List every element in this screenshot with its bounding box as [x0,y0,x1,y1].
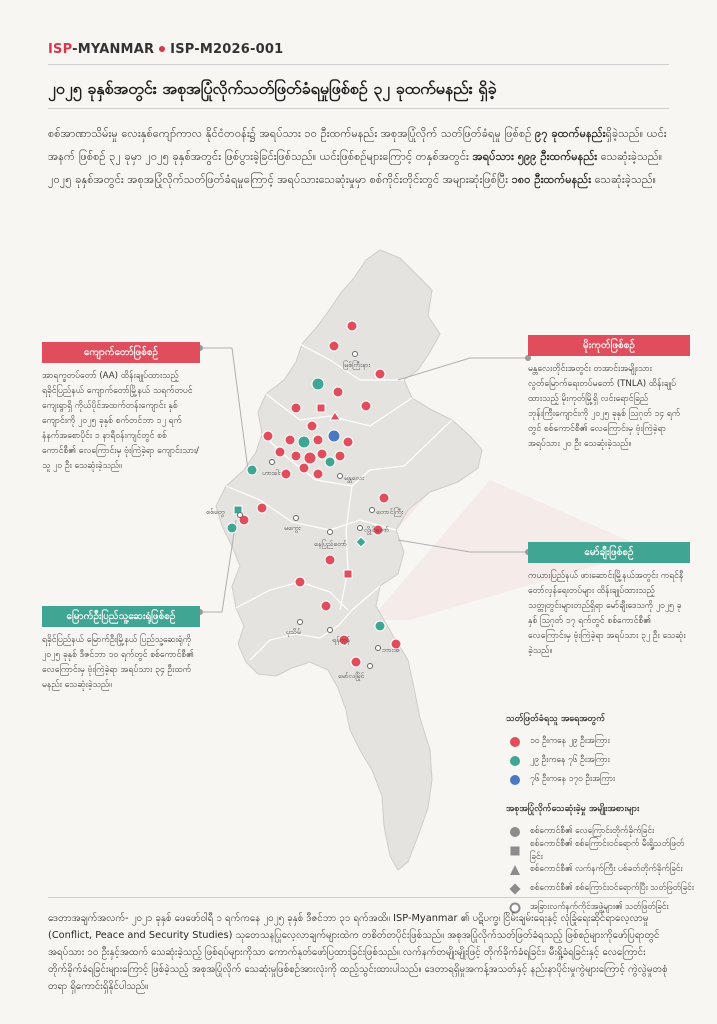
town-label: ရန်ကုန် [332,636,351,644]
legend-type-label: စစ်ကောင်စီ၏ စစ်ကြောင်းဝင်ရောက် မီးရှို့သတ်ဖြတ်ခြင်း [529,837,685,861]
header-rule [48,64,669,65]
town-label: မော်လမြိုင် [338,672,365,680]
town-label: မန္တလေး [344,474,364,482]
incident-marker [317,449,327,459]
incident-marker [275,447,285,457]
callout-kyauktaw-text: အာရက္ခတပ်တော် (AA) ထိန်းချုပ်ထားသည့် ရခိုင်ပြည်နယ် ကျောက်တော်မြို့နယ် သရက်တပင် ကျေးရွာရှိ ကိုယ်ပိုင်အထက်တန်းကျောင်း နှစ်ကျောင်းကို ၂၀၂၅ ခုနှစ် စက်တင်ဘာ ၁၂ ရက် နံနက်အစောပိုင်း ၁ နာရီဝန်းကျင်တွင် စစ်ကောင်စီ၏ လေကြောင်းမှ ဗုံးကြဲခဲ့ရာ ကျောင်းသား/သူ ၂၀ ဦး သေဆုံးခဲ့သည်။ [42,371,199,471]
diamond-shape-icon [509,883,521,895]
legend-type-label: စစ်ကောင်စီ၏ လက်နက်ကြီး ပစ်ခတ်တိုက်ခိုက်ခြင်း [530,863,683,873]
legend-size-label: ၁၀ ဦးကနေ ၂၉ ဦးအကြား [530,735,610,745]
circle-shape-icon [509,826,521,838]
data-source-note: ဒေတာအချက်အလက်- ၂၀၂၁ ခုနှစ် ဖေဖော်ဝါရီ ၁ ရက်ကနေ ၂၀၂၅ ခုနှစ် ဒီဇင်ဘာ ၃၁ ရက်အထိ။ ISP-Myanmar ၏ ပဋိပက္ခ၊ ငြိမ်းချမ်းရေးနှင့် လုံခြုံရေးဆိုင်ရာလေ့လာမှု (Conflict, Peace and Security Studies) သုတေသနပြုလေ့လာချက်များထဲက တစိတ်တပိုင်းဖြစ်သည်။ အစုအပြုံလိုက်သတ်ဖြတ်ခံရသည့် ဖြစ်စဉ်များကိုဖော်ပြရာတွင် အရပ်သား ၁၀ ဦးနှင့်အထက် သေဆုံးခဲ့သည့် ဖြစ်ရပ်များကိုသာ ကောက်နုတ်ဖော်ပြထားခြင်းဖြစ်သည်။ လက်နက်တမျိုးမျိုးဖြင့် တိုက်ခိုက်ခံရခြင်း၊ မီးရှို့ခံရခြင်းနှင့် လေကြောင်းတိုက်ခိုက်ခံရခြင်းများကြောင့် ဖြစ်ခဲ့သည့် အစုအပြုံလိုက် သေဆုံးမှုဖြစ်စဉ်အားလုံးကို ထည့်သွင်းထားပါသည်။ ဒေတာရရှိမှုအကန့်အသတ်နှင့် နည်းနာပိုင်းမှုကွဲများကြောင့် ကွဲလွဲမှုတစုံတရာ ရှိကောင်းရှိနိုင်ပါသည်။ [48,913,668,992]
incident-marker [335,451,345,461]
callout-myaukoo-header: မြောက်ဦးပြည်သူ့ဆေးရုံဖြစ်စဉ် [42,606,200,627]
brand-isp: ISP [48,42,73,57]
callout-mawchi-header: မော်ချီးဖြစ်စဉ် [528,542,690,563]
town-label: ဟားခါး [262,469,281,477]
callout-kyauktaw [42,342,200,474]
page-title: ၂၀၂၅ ခုနှစ်အတွင်း အစုအပြုံလိုက်သတ်ဖြတ်ခံရမှုဖြစ်စဉ် ၃၂ ခုထက်မနည်း ရှိခဲ့ [48,79,497,98]
report-code: ISP-M2026-001 [170,42,284,57]
incident-marker [295,577,305,587]
brand-rest: -MYANMAR [72,42,155,57]
incident-marker [325,457,335,467]
callout-kyauktaw-header: ကျောက်တော်ဖြစ်စဉ် [42,342,200,363]
incident-marker [343,437,353,447]
intro-part-4: သေဆုံးခဲ့သည်။ [591,173,657,186]
intro-bold-3: ၁၈၀ ဦးထက်မနည်း [511,173,592,186]
triangle-shape-icon [509,864,521,876]
intro-bold-2: အရပ်သား ၅၉၉ ဦးထက်မနည်း [472,150,598,163]
legend-size-label: ၂၉ ဦးကနေ ၇၆ ဦးအကြား [530,754,610,764]
town-label: ဘားအံ [382,646,400,654]
incident-marker [317,404,325,412]
incident-marker [281,469,291,479]
callout-mogok-text: မန္တလေးတိုင်းအတွင်း တအာင်းအမျိုးသား လွတ်မြောက်ရေးတပ်မတော် (TNLA) ထိန်းချုပ်ထားသည့် မိုးကုတ်မြို့ရှိ လင်းရောင်ခြည်ဘုန်းကြီးကျောင်းကို ၂၀၂၅ ခုနှစ် ဩဂုတ် ၁၄ ရက်တွင် စစ်ကောင်စီ၏ လေကြောင်းမှ ဗုံးကြဲခဲ့ရာ အရပ်သား ၂၀ ဦး သေဆုံးခဲ့သည်။ [528,364,681,449]
legend-size-label: ၇၆ ဦးကနေ ၁၇၀ ဦးအကြား [530,773,616,783]
intro-paragraph [48,122,672,191]
callout-mogok-header: မိုးကုတ်ဖြစ်စဉ် [528,335,690,356]
map-legend [506,713,696,917]
town-label: တောင်ကြီး [376,508,404,516]
legend-size-row [506,732,696,751]
incident-marker [329,341,339,351]
incident-marker [325,555,335,565]
incident-marker [351,657,361,667]
callout-mawchi-text: ကယားပြည်နယ် ဖားဆောင်းမြို့နယ်အတွင်း ကရင်နီတော်လှန်ရေးတပ်များ ထိန်းချုပ်ထားသည့် သတ္တုတွင်းများတည်ရှိရာ မော်ချီးဒေသကို ၂၀၂၅ ခုနှစ် ဩဂုတ် ၁၇ ရက်တွင် စစ်ကောင်စီ၏ လေကြောင်းမှ ဗုံးကြဲခဲ့ရာ အရပ်သား ၃၂ ဦး သေဆုံးခဲ့သည်။ [528,571,686,656]
red-circle-icon [509,736,521,748]
incident-marker [375,369,385,379]
intro-part-3: သေဆုံးခဲ့သည်။ ၂၀၂၅ ခုနှစ်အတွင်း အစုအပြုံလိုက်သတ်ဖြတ်ခံရမှုကြောင့် အရပ်သားသေဆုံးမှုမှာ စစ်ကိုင်းတိုင်းတွင် အများဆုံးဖြစ်ပြီး [48,150,663,186]
incident-marker [313,469,323,479]
myanmar-outline [216,250,482,870]
blue-circle-icon [509,774,521,786]
intro-part-2: ရှိခဲ့သည်။ ယင်းအနက် ဖြစ်စဉ် ၃၂ ခုမှာ ၂၀၂၅ ခုနှစ်အတွင်း ဖြစ်ပွားခဲ့ခြင်းဖြစ်သည်။ ယင်းဖြစ်စဉ်များကြောင့် တနှစ်အတွင်း [48,127,667,163]
town-label: စစ်တွေ [206,508,225,516]
incident-marker [313,435,323,445]
title-rule [48,108,669,109]
incident-marker [299,463,309,473]
callout-myaukoo-text: ရခိုင်ပြည်နယ် မြောက်ဦးမြို့နယ် ပြည်သူ့ဆေးရုံကို ၂၀၂၅ ခုနှစ် ဒီဇင်ဘာ ၁၀ ရက်တွင် စစ်ကောင်စီ၏ လေကြောင်းမှ ဗုံးကြဲခဲ့ရာ အရပ်သား ၃၄ ဦးထက်မနည်း သေဆုံးခဲ့သည်။ [42,635,194,690]
callout-myaukoo [42,606,200,693]
incident-marker [304,452,316,464]
legend-type-label: အခြားလက်နက်ကိုင်အဖွဲ့များ၏ သတ်ဖြတ်ခြင်း [530,901,669,911]
legend-title-type: အစုအပြုံလိုက်သေဆုံးခဲ့မှု အမျိုးအစားများ [506,804,640,814]
incident-marker [379,493,389,503]
report-header [48,42,283,57]
green-circle-icon [509,755,521,767]
town-label: လွိုင်ကော် [364,526,389,534]
incident-marker [307,421,317,431]
incident-marker [285,435,295,445]
legend-type-row [506,879,696,898]
incident-marker [333,387,343,397]
header-dot-icon [159,46,165,52]
incident-marker [227,523,237,533]
intro-part-1: စစ်အာဏာသိမ်းမှု လေးနှစ်ကျော်ကာလ နိုင်ငံတဝန်း၌ အရပ်သား ၁၀ ဦးထက်မနည်း အစုအပြုံလိုက် သတ်ဖြတ်ခံရမှု ဖြစ်စဉ် [48,127,536,140]
incident-marker [298,436,310,448]
incident-marker [247,465,257,475]
incident-marker [347,321,357,331]
incident-marker [257,503,267,513]
town-label: နေပြည်တော် [314,540,347,548]
town-label: မကွေး [284,524,301,532]
callout-mogok [528,335,690,452]
legend-type-label: စစ်ကောင်စီ၏ စစ်ကြောင်းဝင်ရောက်ပြီး သတ်ဖြတ်ခြင်း [530,882,694,892]
incident-marker [312,378,324,390]
incident-marker [291,451,301,461]
incident-marker [328,430,340,442]
incident-marker [263,431,273,441]
footer-rule [48,897,669,898]
incident-marker [291,403,301,413]
incident-marker [344,570,352,578]
square-shape-icon [509,845,521,857]
legend-title-count: သတ်ဖြတ်ခံရသူ အရေအတွက် [506,714,606,724]
incident-marker [361,401,371,411]
legend-type-label: စစ်ကောင်စီ၏ လေကြောင်းတိုက်ခိုက်ခြင်း [530,825,655,835]
legend-size-row [506,751,696,770]
incident-marker [375,621,385,631]
town-label: ပုသိမ် [286,628,301,636]
callout-mawchi [528,542,690,659]
town-label: မြစ်ကြီးနား [343,361,371,369]
legend-type-row [506,860,696,879]
legend-size-row [506,770,696,789]
legend-type-row [506,837,696,861]
intro-bold-1: ၉၇ ခုထက်မနည်း [535,127,606,140]
incident-marker [321,601,331,611]
